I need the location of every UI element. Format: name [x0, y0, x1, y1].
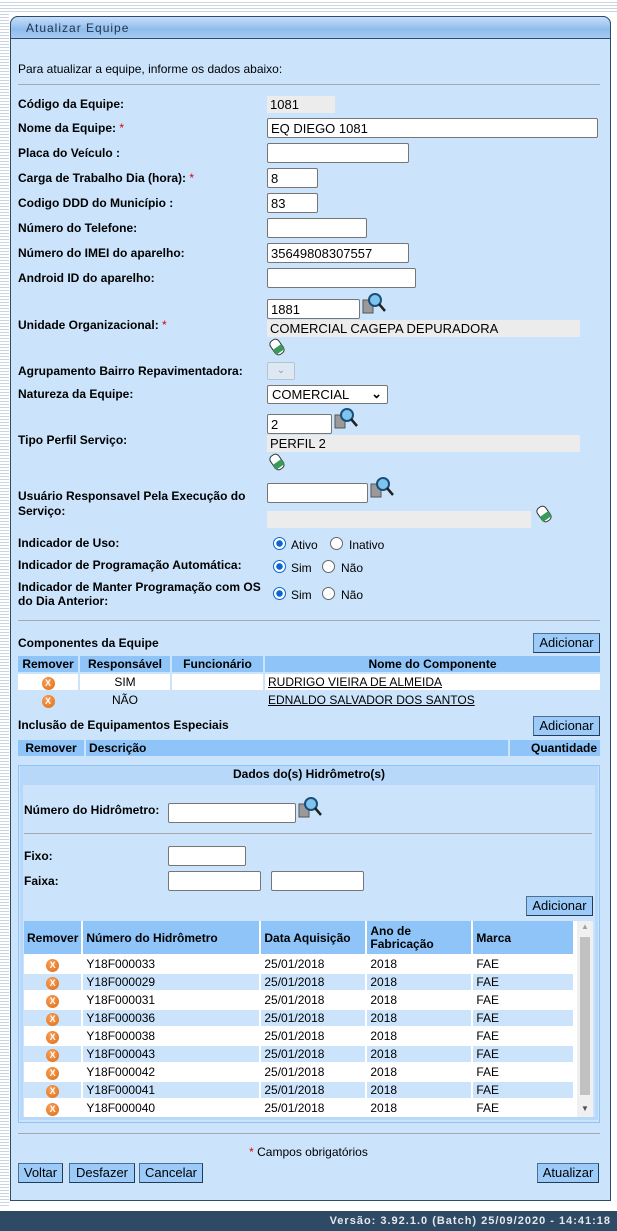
ddd-input[interactable]	[267, 193, 318, 213]
divider	[18, 84, 600, 85]
android-label: Android ID do aparelho:	[18, 271, 155, 285]
divider	[18, 620, 600, 621]
table-row	[24, 1010, 573, 1026]
required-note: * Campos obrigatórios	[249, 1145, 368, 1159]
hidrometros-title: Dados do(s) Hidrômetro(s)	[20, 766, 598, 785]
ddd-label: Codigo DDD do Município :	[18, 196, 174, 210]
hidrometros-list	[24, 921, 593, 1117]
cell-ano: 2018	[367, 1028, 471, 1044]
imei-input[interactable]	[267, 243, 409, 263]
search-icon[interactable]	[362, 292, 386, 316]
cell-funcionario	[172, 692, 263, 708]
perfil-input[interactable]	[267, 414, 332, 434]
codigo-label: Código da Equipe:	[18, 97, 124, 111]
cell-numero: Y18F000041	[83, 1082, 259, 1098]
instructions: Para atualizar a equipe, informe os dados abaixo:	[18, 62, 283, 76]
scrollbar[interactable]	[577, 921, 593, 1117]
nome-input[interactable]	[267, 118, 598, 138]
prog-auto-nao-label: Não	[341, 561, 364, 575]
table-row	[24, 956, 573, 972]
cell-ano: 2018	[367, 956, 471, 972]
cell-marca: FAE	[473, 1100, 573, 1116]
cell-funcionario	[172, 674, 263, 690]
cancelar-button[interactable]: Cancelar	[139, 1163, 203, 1183]
prog-auto-label: Indicador de Programação Automática:	[18, 558, 242, 572]
col-nome: Nome do Componente	[265, 656, 600, 672]
uso-inativo-radio[interactable]	[330, 537, 343, 550]
col-remover: Remover	[18, 740, 84, 756]
cell-numero: Y18F000036	[83, 1010, 259, 1026]
remove-icon[interactable]: X	[46, 1049, 59, 1062]
desfazer-button[interactable]: Desfazer	[69, 1163, 135, 1183]
cell-numero: Y18F000031	[83, 992, 259, 1008]
add-hidrometro-button[interactable]: Adicionar	[526, 896, 593, 916]
cell-numero: Y18F000043	[83, 1046, 259, 1062]
imei-label: Número do IMEI do aparelho:	[18, 246, 185, 260]
col-responsavel: Responsável	[80, 656, 170, 672]
uso-inativo-label: Inativo	[349, 538, 385, 552]
telefone-input[interactable]	[267, 218, 367, 238]
cell-numero: Y18F000040	[83, 1100, 259, 1116]
col-quantidade: Quantidade	[510, 740, 600, 756]
agrupamento-select: ⌄	[267, 362, 295, 380]
componentes-title: Componentes da Equipe	[18, 636, 159, 650]
col-marca: Marca	[473, 921, 573, 954]
manter-sim-radio[interactable]	[273, 587, 286, 600]
table-row	[18, 692, 600, 708]
eraser-icon[interactable]	[268, 453, 286, 471]
divider	[24, 833, 592, 834]
left-stripes	[0, 12, 9, 1207]
cell-numero: Y18F000038	[83, 1028, 259, 1044]
cell-ano: 2018	[367, 992, 471, 1008]
faixa-fim-input[interactable]	[271, 871, 364, 891]
manter-sim-label: Sim	[291, 588, 312, 602]
hidrometros-table	[24, 921, 575, 1117]
cell-marca: FAE	[473, 992, 573, 1008]
usuario-label: Usuário Responsavel Pela Execução do Serviço:	[18, 489, 246, 518]
cell-marca: FAE	[473, 974, 573, 990]
perfil-description: PERFIL 2	[267, 435, 580, 452]
table-row	[24, 1028, 573, 1044]
faixa-inicio-input[interactable]	[168, 871, 261, 891]
cell-ano: 2018	[367, 1046, 471, 1062]
cell-marca: FAE	[473, 1082, 573, 1098]
cell-responsavel: NÃO	[80, 692, 170, 708]
remove-icon[interactable]: X	[46, 977, 59, 990]
cell-data: 25/01/2018	[261, 974, 365, 990]
cell-ano: 2018	[367, 1010, 471, 1026]
uso-ativo-radio[interactable]	[273, 537, 286, 550]
cell-data: 25/01/2018	[261, 992, 365, 1008]
unidade-description: COMERCIAL CAGEPA DEPURADORA	[267, 320, 580, 337]
remove-icon[interactable]: X	[42, 677, 55, 690]
cell-responsavel: SIM	[80, 674, 170, 690]
manter-nao-label: Não	[341, 588, 364, 602]
eraser-icon[interactable]	[535, 505, 553, 523]
eraser-icon[interactable]	[268, 338, 286, 356]
cell-numero: Y18F000029	[83, 974, 259, 990]
search-icon[interactable]	[298, 796, 322, 820]
cell-ano: 2018	[367, 1082, 471, 1098]
agrupamento-label: Agrupamento Bairro Repavimentadora:	[18, 364, 243, 378]
natureza-value: COMERCIAL	[272, 387, 350, 402]
cell-numero: Y18F000033	[83, 956, 259, 972]
table-row	[24, 1046, 573, 1062]
fixo-input[interactable]	[168, 846, 246, 866]
uso-label: Indicador de Uso:	[18, 536, 120, 550]
cell-marca: FAE	[473, 956, 573, 972]
cell-data: 25/01/2018	[261, 1082, 365, 1098]
remove-icon[interactable]: X	[46, 995, 59, 1008]
scrollbar-thumb[interactable]	[580, 937, 590, 1095]
search-icon[interactable]	[370, 476, 394, 500]
cell-data: 25/01/2018	[261, 1010, 365, 1026]
table-row	[18, 674, 600, 690]
remove-icon[interactable]: X	[46, 1085, 59, 1098]
placa-label: Placa do Veículo :	[18, 146, 121, 160]
add-equipamento-button[interactable]: Adicionar	[533, 716, 600, 736]
cell-marca: FAE	[473, 1046, 573, 1062]
table-row	[24, 992, 573, 1008]
col-ano: Ano de Fabricação	[367, 921, 471, 954]
telefone-label: Número do Telefone:	[18, 221, 138, 235]
voltar-button[interactable]: Voltar	[18, 1163, 63, 1183]
cell-marca: FAE	[473, 1064, 573, 1080]
numero-hidrometro-label: Número do Hidrômetro:	[24, 803, 160, 817]
remove-icon[interactable]: X	[46, 1103, 59, 1116]
usuario-input[interactable]	[267, 483, 368, 503]
table-row	[24, 974, 573, 990]
prog-auto-sim-label: Sim	[291, 561, 312, 575]
table-row	[24, 1064, 573, 1080]
perfil-label: Tipo Perfil Serviço:	[18, 433, 128, 447]
cell-data: 25/01/2018	[261, 1046, 365, 1062]
carga-label: Carga de Trabalho Dia (hora): *	[18, 171, 195, 185]
cell-ano: 2018	[367, 1064, 471, 1080]
usuario-description	[267, 511, 531, 528]
remove-icon[interactable]: X	[46, 959, 59, 972]
placa-input[interactable]	[267, 143, 409, 163]
col-numero: Número do Hidrômetro	[83, 921, 259, 954]
cell-ano: 2018	[367, 1100, 471, 1116]
page-title: Atualizar Equipe	[10, 16, 611, 39]
cell-data: 25/01/2018	[261, 1100, 365, 1116]
chevron-down-icon: ⌄	[371, 386, 382, 401]
componentes-table	[16, 654, 602, 710]
numero-hidrometro-input[interactable]	[168, 803, 296, 823]
remove-icon[interactable]: X	[46, 1013, 59, 1026]
cell-marca: FAE	[473, 1028, 573, 1044]
col-data: Data Aquisição	[261, 921, 365, 954]
scroll-up-icon[interactable]: ▲	[581, 922, 589, 931]
natureza-label: Natureza da Equipe:	[18, 387, 134, 401]
col-remover: Remover	[18, 656, 78, 672]
carga-input[interactable]	[267, 168, 318, 188]
top-stripes	[0, 0, 617, 12]
componente-link[interactable]: EDNALDO SALVADOR DOS SANTOS	[265, 692, 600, 708]
search-icon[interactable]	[334, 407, 358, 431]
scroll-down-icon[interactable]: ▼	[581, 1104, 589, 1113]
natureza-select[interactable]	[267, 385, 388, 404]
cell-marca: FAE	[473, 1010, 573, 1026]
col-descricao: Descrição	[86, 740, 508, 756]
version-footer: Versão: 3.92.1.0 (Batch) 25/09/2020 - 14:41:18	[0, 1211, 617, 1231]
unidade-label: Unidade Organizacional: *	[18, 318, 167, 332]
manter-label: Indicador de Manter Programação com OS do Dia Anterior:	[18, 580, 261, 608]
cell-data: 25/01/2018	[261, 956, 365, 972]
cell-data: 25/01/2018	[261, 1028, 365, 1044]
atualizar-button[interactable]: Atualizar	[537, 1163, 599, 1183]
table-row	[24, 1082, 573, 1098]
android-input[interactable]	[267, 268, 416, 288]
equipamentos-title: Inclusão de Equipamentos Especiais	[18, 718, 229, 732]
faixa-label: Faixa:	[24, 874, 59, 888]
uso-ativo-label: Ativo	[291, 538, 318, 552]
equipamentos-table	[16, 738, 602, 758]
cell-data: 25/01/2018	[261, 1064, 365, 1080]
add-componente-button[interactable]: Adicionar	[533, 633, 600, 653]
prog-auto-sim-radio[interactable]	[273, 560, 286, 573]
cell-numero: Y18F000042	[83, 1064, 259, 1080]
componente-link[interactable]: RUDRIGO VIEIRA DE ALMEIDA	[265, 674, 600, 690]
manter-nao-radio[interactable]	[322, 587, 335, 600]
nome-label: Nome da Equipe: *	[18, 121, 125, 135]
remove-icon[interactable]: X	[42, 695, 55, 708]
cell-ano: 2018	[367, 974, 471, 990]
fixo-label: Fixo:	[24, 849, 53, 863]
table-row	[24, 1100, 573, 1116]
remove-icon[interactable]: X	[46, 1067, 59, 1080]
col-remover: Remover	[24, 921, 81, 954]
unidade-input[interactable]	[267, 299, 360, 319]
col-funcionario: Funcionário	[172, 656, 263, 672]
divider	[18, 1133, 600, 1134]
prog-auto-nao-radio[interactable]	[322, 560, 335, 573]
remove-icon[interactable]: X	[46, 1031, 59, 1044]
codigo-value: 1081	[267, 96, 335, 113]
